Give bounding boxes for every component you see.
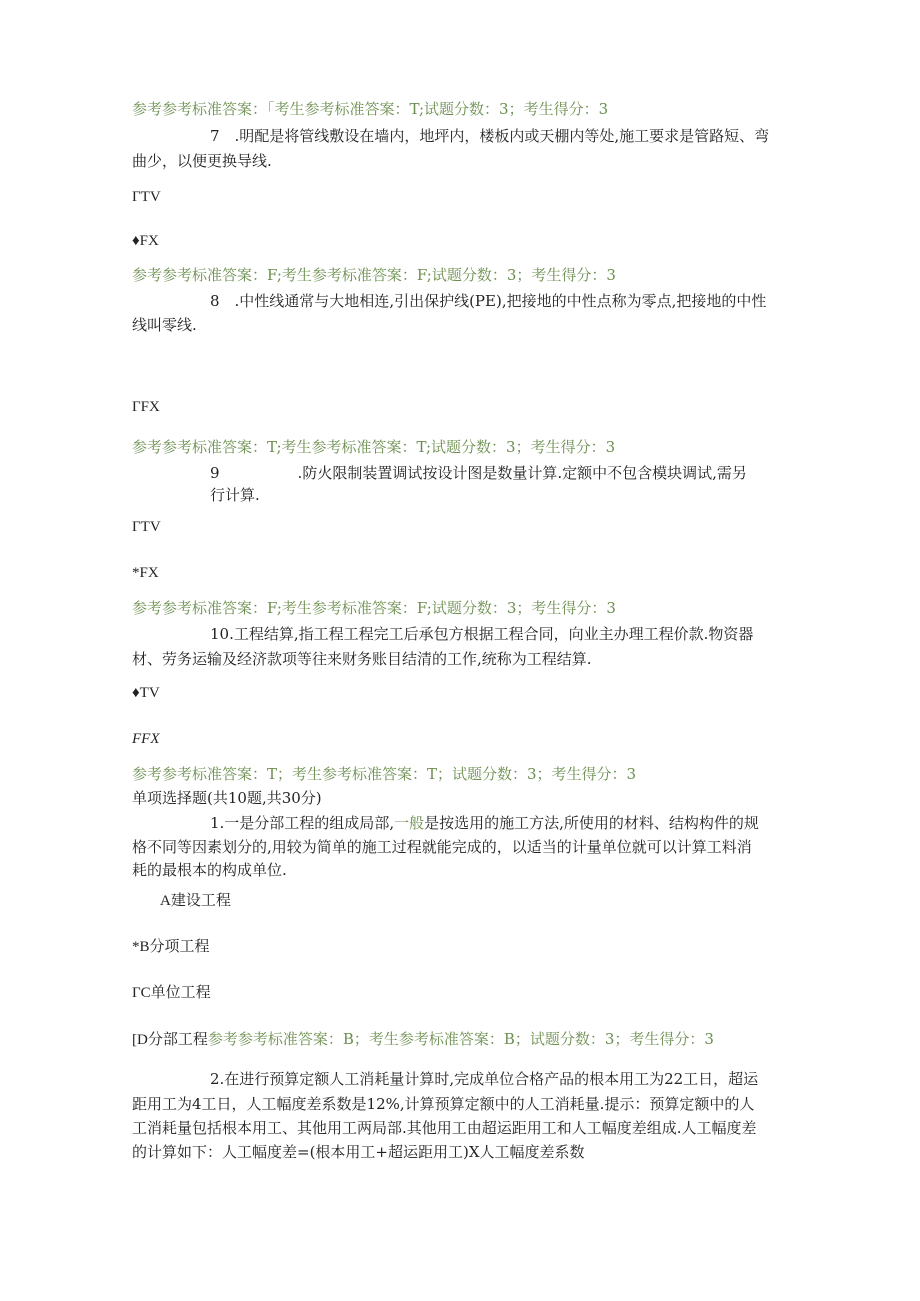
answer-line-q7: 参考参考标准答案：F;考生参考标准答案：F;试题分数：3；考生得分：3 [132, 266, 616, 284]
question-10-line-1: 10.工程结算,指工程工程完工后承包方根据工程合同，向业主办理工程价款.物资器 [210, 625, 754, 643]
choice-1-line-1 [210, 813, 759, 833]
choice-1-highlight: 一般 [394, 814, 425, 832]
answer-line-choice-1: 参考参考标准答案：B；考生参考标准答案：B；试题分数：3；考生得分：3 [207, 1030, 714, 1048]
question-9-option-false[interactable]: *FX [132, 565, 159, 581]
choice-2-line-3: 工消耗量包括根本用工、其他用工两局部.其他用工由超运距用工和人工幅度差组成.人工幅度差 [132, 1119, 757, 1137]
choice-1-text-start: 1.一是分部工程的组成局部, [210, 814, 395, 832]
choice-1-line-2: 格不同等因素划分的,用较为简单的施工过程就能完成的，以适当的计量单位就可以计算工料消 [132, 838, 752, 856]
question-9-option-true[interactable]: ΓTV [132, 519, 161, 535]
choice-2-line-4: 的计算如下：人工幅度差=(根本用工+超运距用工)X人工幅度差系数 [132, 1143, 585, 1161]
choice-1-option-d[interactable]: [D分部工程 [132, 1032, 208, 1048]
choice-1-option-b[interactable]: *B分项工程 [132, 939, 210, 955]
question-10-option-false[interactable]: FFX [132, 731, 160, 747]
choice-1-option-a[interactable]: A建设工程 [160, 893, 231, 909]
question-8-line-2: 线叫零线. [132, 316, 197, 334]
question-7-option-true[interactable]: ΓTV [132, 189, 161, 205]
question-7-line-2: 曲少，以便更换导线. [132, 152, 272, 170]
answer-line-q8: 参考参考标准答案：T;考生参考标准答案：T;试题分数：3；考生得分：3 [132, 438, 616, 456]
choice-1-text-end: 是按选用的施工方法,所使用的材料、结构构件的规 [424, 814, 759, 832]
question-7-line-1: 7 .明配是将管线敷设在墙内，地坪内，楼板内或天棚内等处,施工要求是管路短、弯 [210, 127, 770, 145]
section-title-single-choice: 单项选择题(共10题,共30分) [132, 789, 322, 807]
question-10-option-true[interactable]: ♦TV [132, 685, 160, 701]
choice-1-option-c[interactable]: ΓC单位工程 [132, 985, 211, 1001]
question-8-line-1: 8 .中性线通常与大地相连,引出保护线(PE),把接地的中性点称为零点,把接地的中性 [210, 292, 767, 310]
question-8-option-false[interactable]: ΓFX [132, 399, 160, 415]
question-10-line-2: 材、劳务运输及经济款项等往来财务账目结清的工作,统称为工程结算. [132, 650, 592, 668]
choice-1-line-3: 耗的最根本的构成单位. [132, 861, 287, 879]
question-7-option-false[interactable]: ♦FX [132, 233, 159, 249]
question-9-line-2: 行计算. [210, 486, 260, 504]
question-9-number: 9 [210, 464, 220, 482]
choice-2-line-2: 距用工为4工日，人工幅度差系数是12%,计算预算定额中的人工消耗量.提示：预算定额中的人 [132, 1095, 755, 1113]
answer-line-q9: 参考参考标准答案：F;考生参考标准答案：F;试题分数：3；考生得分：3 [132, 599, 616, 617]
answer-line-q10: 参考参考标准答案：T；考生参考标准答案：T；试题分数：3；考生得分：3 [132, 765, 637, 783]
question-9-text: .防火限制装置调试按设计图是数量计算.定额中不包含模块调试,需另 [297, 464, 747, 482]
answer-line-q6: 参考参考标准答案：「考生参考标准答案：T;试题分数：3；考生得分：3 [132, 100, 609, 118]
choice-2-line-1: 2.在进行预算定额人工消耗量计算时,完成单位合格产品的根本用工为22工日，超运 [210, 1070, 759, 1088]
choice-1-option-d-line [132, 1029, 714, 1050]
question-9-line-1 [210, 463, 747, 483]
